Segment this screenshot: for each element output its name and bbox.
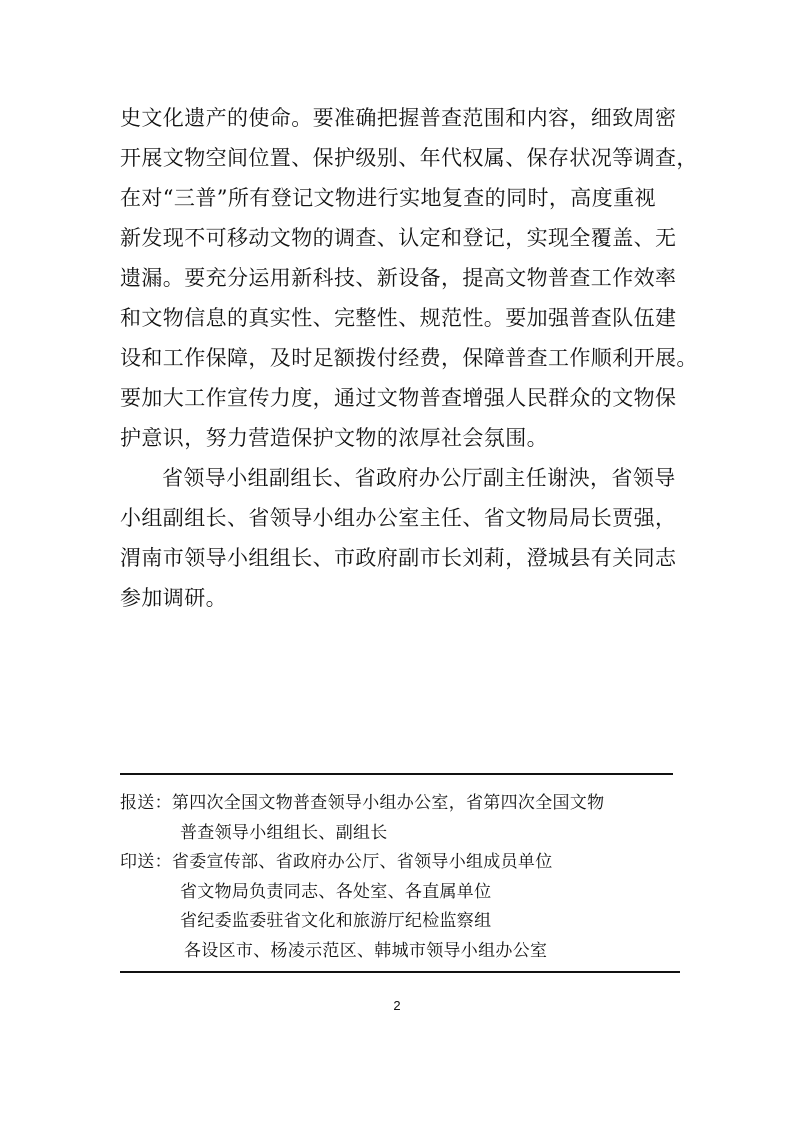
- paragraph-line: 要加大工作宣传力度，通过文物普查增强人民群众的文物保: [120, 386, 677, 410]
- report-to-line: 报送：第四次全国文物普查领导小组办公室，省第四次全国文物: [120, 793, 605, 813]
- paragraph-line: 小组副组长、省领导小组办公室主任、省文物局局长贾强，: [120, 506, 677, 530]
- paragraph-line: 在对“三普”所有登记文物进行实地复查的同时，高度重视: [120, 186, 656, 210]
- paragraph-line: 新发现不可移动文物的调查、认定和登记，实现全覆盖、无: [120, 226, 677, 250]
- distribution-block: [120, 789, 680, 966]
- paragraph-line: 参加调研。: [120, 586, 227, 610]
- paragraph-line: 开展文物空间位置、保护级别、年代权属、保存状况等调查，: [120, 146, 698, 170]
- paragraph-line: 护意识，努力营造保护文物的浓厚社会氛围。: [120, 426, 548, 450]
- body-text: [120, 98, 698, 618]
- paragraph-line: 和文物信息的真实性、完整性、规范性。要加强普查队伍建: [120, 306, 677, 330]
- distribution-top-rule: [120, 773, 673, 775]
- copy-to-line: 省纪委监委驻省文化和旅游厅纪检监察组: [180, 911, 492, 931]
- page-number: 2: [393, 998, 401, 1013]
- paragraph-line: 遗漏。要充分运用新科技、新设备，提高文物普查工作效率: [120, 266, 677, 290]
- paragraph-line: 史文化遗产的使命。要准确把握普查范围和内容，细致周密: [120, 106, 677, 130]
- paragraph-line: 省领导小组副组长、省政府办公厅副主任谢泱，省领导: [162, 466, 676, 490]
- paragraph-line: 渭南市领导小组组长、市政府副市长刘莉，澄城县有关同志: [120, 546, 677, 570]
- distribution-bottom-rule: [120, 971, 680, 973]
- paragraph-line: 设和工作保障，及时足额拨付经费，保障普查工作顺利开展。: [120, 346, 698, 370]
- report-to-line: 普查领导小组组长、副组长: [180, 822, 388, 843]
- copy-to-line: 印送：省委宣传部、省政府办公厅、省领导小组成员单位: [120, 852, 553, 872]
- copy-to-line: 各设区市、杨凌示范区、韩城市领导小组办公室: [184, 940, 548, 961]
- copy-to-line: 省文物局负责同志、各处室、各直属单位: [180, 881, 492, 902]
